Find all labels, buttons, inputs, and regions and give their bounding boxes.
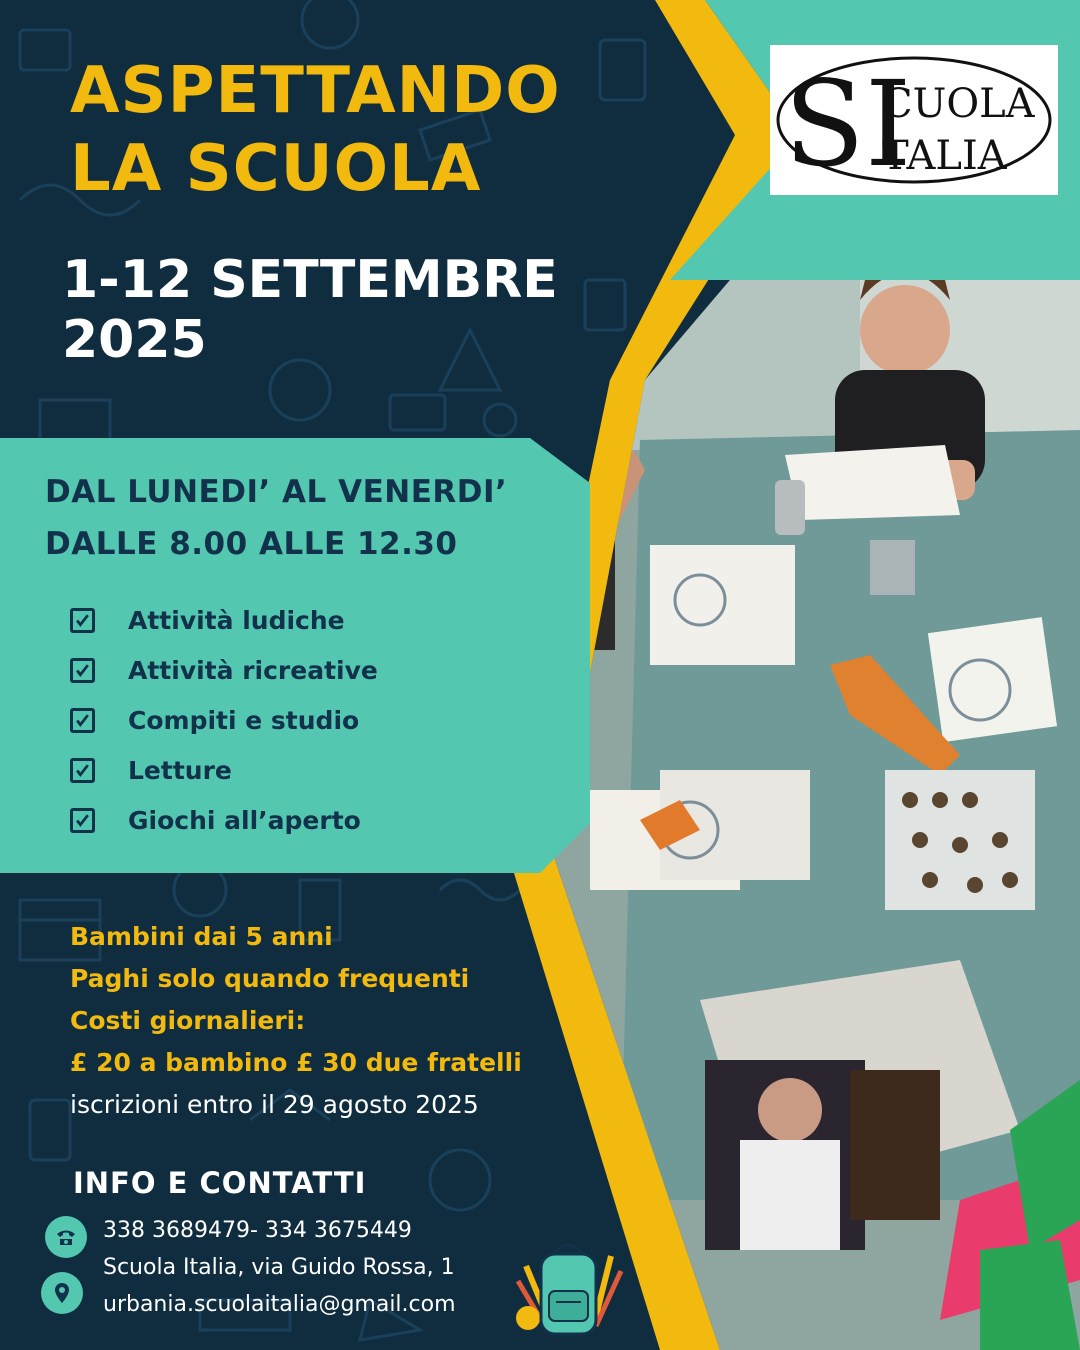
list-item [70, 745, 378, 795]
contacts-title: INFO E CONTATTI [73, 1166, 367, 1200]
schedule-text [45, 466, 507, 570]
title-line-1: ASPETTANDO [70, 54, 561, 128]
list-item [70, 695, 378, 745]
logo-word-cuola: CUOLA [882, 81, 1035, 127]
check-box-icon [70, 758, 95, 783]
schedule-days: DAL LUNEDI’ AL VENERDI’ [45, 474, 508, 510]
contact-phone[interactable]: 338 3689479- 334 3675449 [103, 1218, 412, 1243]
activity-label: Attività ludiche [128, 605, 345, 635]
backpack-icon [506, 1236, 636, 1336]
activity-label: Compiti e studio [128, 705, 360, 735]
check-box-icon [70, 658, 95, 683]
age-requirement: Bambini dai 5 anni [70, 922, 333, 951]
activity-label: Attività ricreative [128, 655, 378, 685]
activities-list [70, 595, 378, 845]
payment-note: Paghi solo quando frequenti [70, 964, 470, 993]
contact-email[interactable]: urbania.scuolaitalia@gmail.com [103, 1292, 456, 1317]
dates-line-2: 2025 [62, 310, 207, 370]
phone-icon [45, 1216, 87, 1258]
location-pin-icon [41, 1272, 83, 1314]
contact-address: Scuola Italia, via Guido Rossa, 1 [103, 1255, 455, 1280]
activity-label: Letture [128, 755, 232, 785]
poster-title [70, 52, 561, 208]
costs-value: £ 20 a bambino £ 30 due fratelli [70, 1048, 522, 1077]
registration-deadline: iscrizioni entro il 29 agosto 2025 [70, 1090, 479, 1119]
check-box-icon [70, 808, 95, 833]
list-item [70, 645, 378, 695]
dates-line-1: 1-12 SETTEMBRE [62, 250, 558, 310]
info-block [70, 916, 522, 1126]
event-dates [62, 250, 558, 370]
costs-label: Costi giornalieri: [70, 1006, 306, 1035]
logo-initials: SI [784, 55, 912, 193]
activity-label: Giochi all’aperto [128, 805, 361, 835]
scuola-italia-logo [770, 45, 1058, 195]
list-item [70, 795, 378, 845]
title-line-2: LA SCUOLA [70, 132, 482, 206]
check-box-icon [70, 708, 95, 733]
check-box-icon [70, 608, 95, 633]
list-item [70, 595, 378, 645]
schedule-hours: DALLE 8.00 ALLE 12.30 [45, 526, 458, 562]
logo-word-talia: TALIA [882, 133, 1007, 179]
